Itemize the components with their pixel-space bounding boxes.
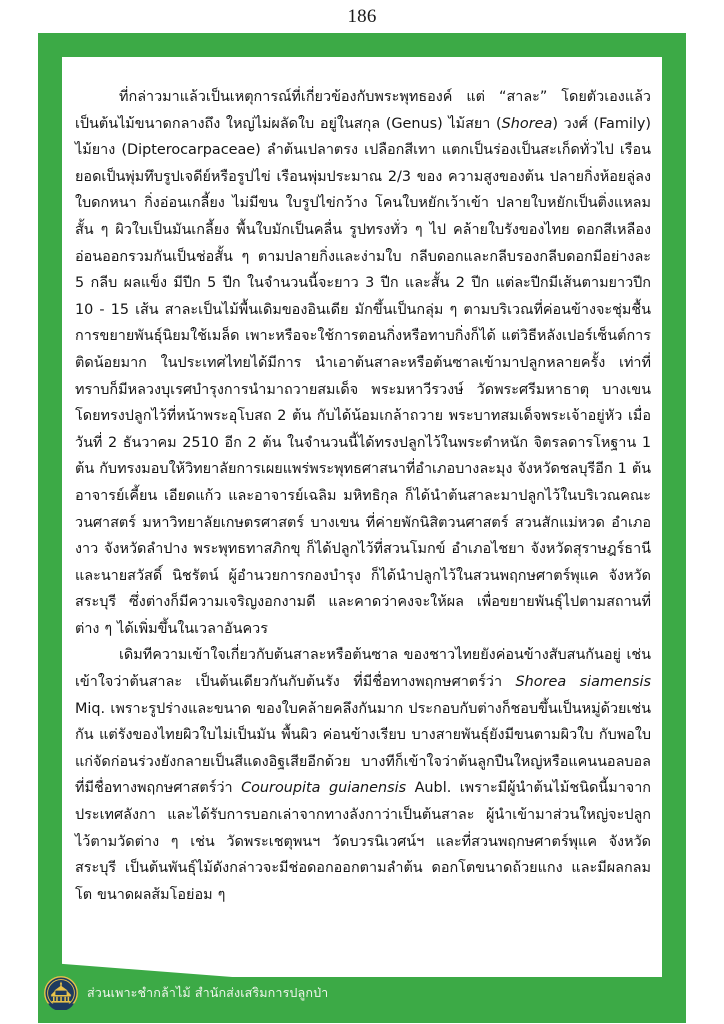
scientific-name: Shorea siamensis [515, 674, 651, 691]
scientific-name: Couroupita guianensis [241, 780, 407, 797]
royal-forest-department-emblem-icon [44, 976, 78, 1010]
page-footer [38, 962, 686, 1023]
paragraph-2: เดิมทีความเข้าใจเกี่ยวกับต้นสาละหรือต้นซาล ของชาวไทยยังค่อนข้างสับสนกันอยู่ เช่นเข้าใจว่าต้นสาละ เป็นต้นเดียวกันกับต้นรัง ที่มีชื่อทางพฤกษศาตร์ว่า Shorea siamensis Miq. เพราะรูปร่างและขนาด ของใบคล้ายคลึงกันมาก ประกอบกับต่างก็ชอบขึ้นเป็นหมู่ด้วยเช่นกัน แต่รังของไทยผิวใบไม่เป็นมัน พื้นผิว ค่อนข้างเรียบ บางสายพันธุ์ยังมีขนตามผิวใบ กับพอใบแก่จัดก่อนร่วงยังกลายเป็นสีแดงอิฐเสียอีกด้วย บางทีก็เข้าใจว่าต้นลูกปืนใหญ่หรือแคนนอลบอล ที่มีชื่อทางพฤกษศาสตร์ว่า Couroupita guianensis Aubl. เพราะมีผู้นำต้นไม้ชนิดนี้มาจากประเทศลังกา และได้รับการบอกเล่าจากทางลังกาว่าเป็นต้นสาละ ผู้นำเข้ามาส่วนใหญ่จะปลูกไว้ตามวัดต่าง ๆ เช่น วัดพระเชตุพนฯ วัดบวรนิเวศน์ฯ และที่สวนพฤกษศาตร์พุแค จังหวัดสระบุรี เป็นต้นพันธุ์ไม้ดังกล่าวจะมีช่อดอกออกตามลำต้น ดอกโตขนาดถ้วยแกง และมีผลกลม โต ขนาดผลส้มโอย่อม ๆ [75, 647, 651, 903]
paragraph-1: ที่กล่าวมาแล้วเป็นเหตุการณ์ที่เกี่ยวข้องกับพระพุทธองค์ แต่ “สาละ” โดยตัวเองแล้วเป็นต้นไม้ขนาดกลางถึง ใหญ่ไม่ผลัดใบ อยู่ในสกุล (Genus) ไม้สยา (Shorea) วงศ์ (Family) ไม้ยาง (Dipterocarpaceae) ลำต้นเปลาตรง เปลือกสีเทา แตกเป็นร่องเป็นสะเก็ดทั่วไป เรือนยอดเป็นพุ่มทึบรูปเจดีย์หรือรูปไข่ เรือนพุ่มประมาณ 2/3 ของ ความสูงของต้น ปลายกิ่งห้อยลู่ลง ใบดกหนา กิ่งอ่อนเกลี้ยง ไม่มีขน ใบรูปไข่กว้าง โคนใบหยักเว้าเข้า ปลายใบหยักเป็นติ่งแหลมสั้น ๆ ผิวใบเป็นมันเกลี้ยง พื้นใบมักเป็นคลื่น รูปทรงทั่ว ๆ ไป คล้ายใบรังของไทย ดอกสีเหลืองอ่อนออกรวมกันเป็นช่อสั้น ๆ ตามปลายกิ่งและง่ามใบ กลีบดอกและกลีบรองกลีบดอกมีอย่างละ 5 กลีบ ผลแข็ง มีปีก 5 ปีก ในจำนวนนี้จะยาว 3 ปีก และสั้น 2 ปีก แต่ละปีกมีเส้นตามยาวปีก 10 - 15 เส้น สาละเป็นไม้พื้นเดิมของอินเดีย มักขึ้นเป็นกลุ่ม ๆ ตามบริเวณที่ค่อนข้างจะชุ่มชื้น การขยายพันธุ์นิยมใช้เมล็ด เพาะหรือจะใช้การตอนกิ่งหรือทาบกิ่งก็ได้ แต่วิธีหลังเปอร์เซ็นต์การติดน้อยมาก ในประเทศไทยได้มีการ นำเอาต้นสาละหรือต้นซาลเข้ามาปลูกหลายครั้ง เท่าที่ทราบก็มีหลวงบุเรศบำรุงการนำมาถวายสมเด็จ พระมหาวีรวงษ์ วัดพระศรีมหาธาตุ บางเขน โดยทรงปลูกไว้ที่หน้าพระอุโบสถ 2 ต้น กับได้น้อมเกล้าถวาย พระบาทสมเด็จพระเจ้าอยู่หัว เมื่อวันที่ 2 ธันวาคม 2510 อีก 2 ต้น ในจำนวนนี้ได้ทรงปลูกไว้ในพระตำหนัก จิตรลดารโหฐาน 1 ต้น กับทรงมอบให้วิทยาลัยการเผยแพร่พระพุทธศาสนาที่อำเภอบางละมุง จังหวัดชลบุรีอีก 1 ต้น อาจารย์เคี้ยน เอียดแก้ว และอาจารย์เฉลิม มหิทธิกุล ก็ได้นำต้นสาละมาปลูกไว้ในบริเวณคณะวนศาสตร์ มหาวิทยาลัยเกษตรศาสตร์ บางเขน ที่ค่ายพักนิสิตวนศาสตร์ สวนสักแม่หวด อำเภองาว จังหวัดลำปาง พระพุทธทาสภิกขุ ก็ได้ปลูกไว้ที่สวนโมกข์ อำเภอไชยา จังหวัดสุราษฎร์ธานีและนายสวัสดิ์ นิชรัตน์ ผู้อำนวยการกองบำรุง ก็ได้นำปลูกไว้ในสวนพฤกษศาตร์พุแค จังหวัดสระบุรี ซึ่งต่างก็มีความเจริญงอกงามดี และคาดว่าคงจะให้ผล เพื่อขยายพันธุ์ไปตามสถานที่ต่าง ๆ ได้เพิ่มขึ้นในเวลาอันควร [75, 89, 652, 637]
footer-organization-label: ส่วนเพาะชำกล้าไม้ สำนักส่งเสริมการปลูกป่า [87, 984, 329, 1000]
page-number: 186 [347, 6, 377, 27]
article-body [75, 84, 651, 908]
footer-content [38, 962, 686, 1023]
content-area [62, 57, 662, 977]
scientific-name: Shorea [501, 115, 553, 132]
